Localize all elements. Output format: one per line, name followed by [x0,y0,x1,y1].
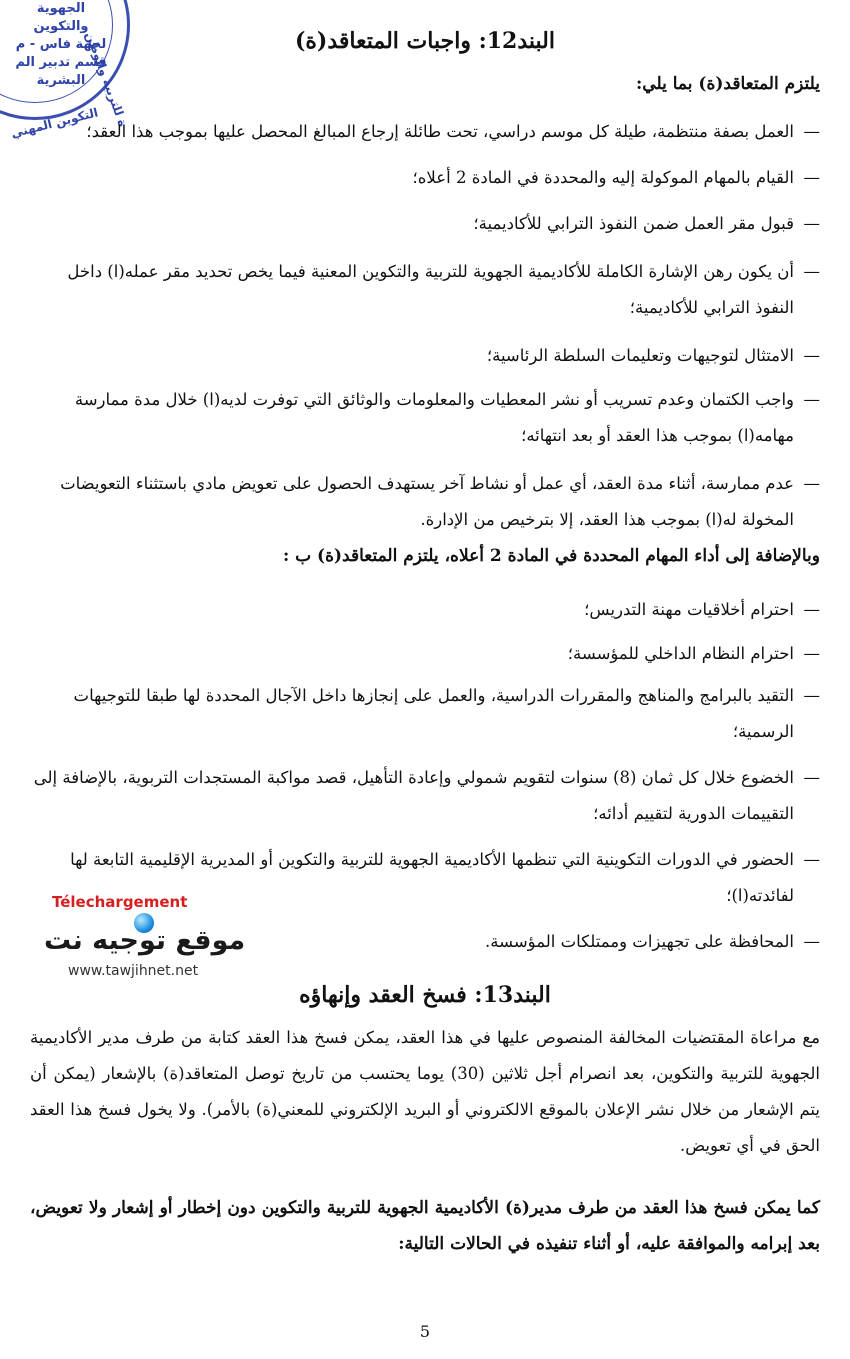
page-number: 5 [419,1322,431,1341]
list-item-text: أن يكون رهن الإشارة الكاملة للأكاديمية الجهوية للتربية والتكوين المعنية فيما يخص تحديد مقر عمله(ا) داخل النفوذ الترابي للأكاديمية؛ [67,262,794,317]
list-item [30,678,820,750]
watermark-download-label: Télechargement [52,893,188,911]
stamp-line: البشرية [36,73,86,88]
list-item [30,466,820,538]
section-13-paragraph-1: مع مراعاة المقتضيات المخالفة المنصوص عليها في هذا العقد، يمكن فسخ هذا العقد كتابة من طرف مدير الأكاديمية الجهوية للتربية والتكوين، بعد انصرام أجل ثلاثين (30) يوما يحتسب من تاريخ توصل المتعاقد(ة) بالإشعار (يمكن أن يتم الإشعار من خلال نشر الإعلان بالموقع الالكتروني أو البريد الإلكتروني للمعني(ة) بالأمر). ولا يخول فسخ هذا العقد الحق في أي تعويض. [30,1028,820,1155]
list-item [30,592,820,628]
dash-bullet: — [803,346,820,365]
dash-bullet: — [803,214,820,233]
section-13-heading: البند13: فسخ العقد وإنهاؤه [299,982,551,1008]
list-item [30,382,820,454]
stamp-ring-text-right: ة للتربية والوطن [82,30,131,129]
stamp-line: الجهوية [36,1,86,16]
stamp-ring-text-bottom: التكوين المهني [9,105,100,141]
dash-bullet: — [803,168,820,187]
dash-bullet: — [803,932,820,951]
list-item-text: الخضوع خلال كل ثمان (8) سنوات لتقويم شمولي وإعادة التأهيل، قصد مواكبة المستجدات التربوية، بالإضافة إلى التقييمات الدورية لتقييم أدائه؛ [33,768,794,823]
stamp-line: والتكوين [33,19,89,34]
list-item [30,114,820,150]
list-item-text: المحافظة على تجهيزات وممتلكات المؤسسة. [485,932,794,951]
list-item-text: الامتثال لتوجيهات وتعليمات السلطة الرئاسية؛ [486,346,794,365]
watermark-url: www.tawjihnet.net [68,963,199,979]
dash-bullet: — [803,390,820,409]
dash-bullet: — [803,686,820,705]
list-item-text: القيام بالمهام الموكولة إليه والمحددة في المادة 2 أعلاه؛ [412,168,794,187]
list-item [30,636,820,672]
section-12-intro: يلتزم المتعاقد(ة) بما يلي: [636,74,820,94]
dash-bullet: — [803,474,820,493]
list-item [30,254,820,326]
list-item-text: التقيد بالبرامج والمناهج والمقررات الدراسية، والعمل على إنجازها داخل الآجال المحددة لها طبقا للتوجيهات الرسمية؛ [73,686,794,741]
list-item-text: واجب الكتمان وعدم تسريب أو نشر المعطيات والمعلومات والوثائق التي توفرت لديه(ا) خلال مدة ممارسة مهامه(ا) بموجب هذا العقد أو بعد انتهائه؛ [74,390,794,445]
section-12-heading: البند12: واجبات المتعاقد(ة) [295,28,555,54]
watermark-site-name: موقع توجيه نت [44,925,246,956]
section-13-paragraph-2: كما يمكن فسخ هذا العقد من طرف مدير(ة) الأكاديمية الجهوية للتربية والتكوين دون إخطار أو إشعار ولا تعويض، بعد إبرامه والموافقة عليه، أو أثناء تنفيذه في الحالات التالية: [30,1198,820,1254]
dash-bullet: — [803,768,820,787]
list-item [30,760,820,832]
stamp-line: لجهة فاس - م [15,37,107,52]
dash-bullet: — [803,850,820,869]
list-item-text: الحضور في الدورات التكوينية التي تنظمها الأكاديمية الجهوية للتربية والتكوين أو المديرية الإقليمية التابعة لها لفائدته(ا)؛ [70,850,794,905]
list-item [30,206,820,242]
list-item-text: احترام النظام الداخلي للمؤسسة؛ [567,644,794,663]
list-item [30,160,820,196]
section-12-intro-2: وبالإضافة إلى أداء المهام المحددة في المادة 2 أعلاه، يلتزم المتعاقد(ة) ب : [282,546,820,566]
stamp-line: قسم تدبير الم [15,55,107,70]
dash-bullet: — [803,644,820,663]
list-item-text: احترام أخلاقيات مهنة التدريس؛ [584,600,794,619]
dash-bullet: — [803,262,820,281]
list-item-text: عدم ممارسة، أثناء مدة العقد، أي عمل أو نشاط آخر يستهدف الحصول على تعويض مادي باستثناء التعويضات المخولة له(ا) بموجب هذا العقد، إلا بترخيص من الإدارة. [60,474,794,529]
list-item [30,338,820,374]
list-item-text: قبول مقر العمل ضمن النفوذ الترابي للأكاديمية؛ [473,214,794,233]
list-item-text: العمل بصفة منتظمة، طيلة كل موسم دراسي، تحت طائلة إرجاع المبالغ المحصل عليها بموجب هذا العقد؛ [86,122,794,141]
tawjihnet-watermark-logo [38,893,246,983]
dash-bullet: — [803,122,820,141]
dash-bullet: — [803,600,820,619]
